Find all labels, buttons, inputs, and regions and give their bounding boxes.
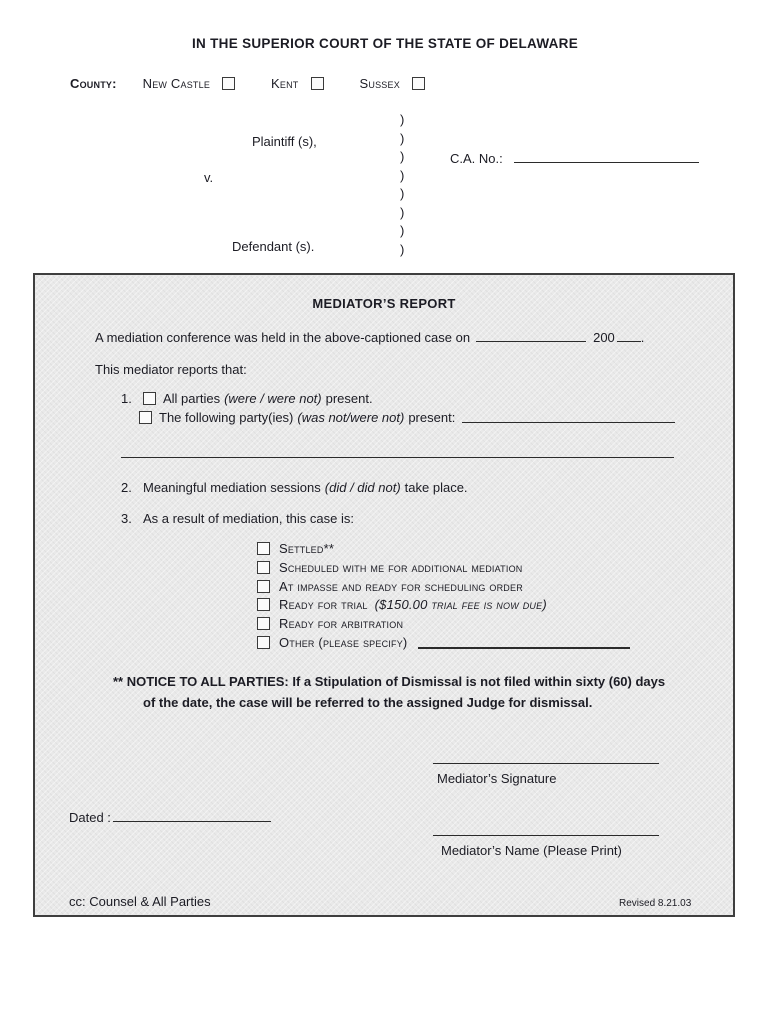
option-settled-label: Settled** [279, 541, 335, 556]
dated-row [69, 809, 271, 826]
item1-line1 [121, 390, 373, 407]
plaintiff-label: Plaintiff (s), [252, 134, 317, 149]
county-option-new-castle [143, 76, 235, 91]
item1b-text [159, 409, 455, 426]
party-present-field-line2[interactable] [121, 457, 674, 458]
caption-paren: ) [400, 130, 405, 146]
item2-text-pre: Meaningful mediation sessions [143, 480, 321, 495]
item1-line2 [139, 409, 675, 426]
other-specify-field[interactable] [418, 636, 630, 649]
caption-paren: ) [400, 167, 405, 183]
report-title: MEDIATOR’S REPORT [312, 296, 456, 311]
dated-label: Dated : [69, 810, 111, 825]
caption-paren: ) [400, 112, 405, 127]
option-other-label: Other (please specify) [279, 635, 408, 650]
option-ready-for-arbitration-label: Ready for arbitration [279, 616, 404, 631]
reports-line: This mediator reports that: [95, 362, 247, 377]
county-checkbox-sussex[interactable] [412, 77, 425, 90]
option-scheduled-additional-mediation [257, 559, 522, 576]
option-ready-for-arbitration-checkbox[interactable] [257, 617, 270, 630]
option-settled [257, 540, 334, 557]
county-option-new-castle-label: New Castle [142, 76, 211, 91]
option-ready-for-trial-checkbox[interactable] [257, 598, 270, 611]
option-at-impasse-label: At impasse and ready for scheduling order [279, 579, 523, 594]
option-at-impasse [257, 578, 523, 595]
item2-text-post: take place. [404, 480, 468, 495]
report-box [33, 273, 735, 917]
party-present-field[interactable] [462, 422, 675, 423]
notice-line1: ** NOTICE TO ALL PARTIES: If a Stipulation of Dismissal is not filed within sixty (60) days [113, 674, 666, 689]
mediator-name-label: Mediator’s Name (Please Print) [441, 843, 622, 858]
option-at-impasse-checkbox[interactable] [257, 580, 270, 593]
revised-label: Revised 8.21.03 [619, 898, 692, 909]
option-settled-checkbox[interactable] [257, 542, 270, 555]
county-checkbox-kent[interactable] [311, 77, 324, 90]
option-ready-for-trial-label: Ready for trial [279, 597, 368, 612]
versus-label: v. [204, 170, 214, 185]
item3-line [121, 510, 354, 527]
item1-text-italic: (were / were not) [224, 391, 322, 406]
dated-field[interactable] [113, 809, 271, 822]
item1-text-pre: All parties [163, 391, 221, 406]
cc-line: cc: Counsel & All Parties [69, 894, 211, 909]
item3-number: 3. [121, 511, 132, 526]
item1-number: 1. [121, 391, 132, 406]
intro-period: . [640, 330, 645, 345]
option-ready-for-trial [257, 596, 547, 613]
item1b-text-pre: The following party(ies) [159, 410, 294, 425]
item1b-text-post: present: [408, 410, 456, 425]
county-label: County: [70, 76, 117, 91]
caption-paren: ) [400, 186, 405, 201]
county-option-sussex-label: Sussex [359, 76, 400, 91]
item2-text [143, 479, 468, 496]
county-option-sussex [360, 76, 425, 91]
item1-text-post: present. [325, 391, 373, 406]
option-other-checkbox[interactable] [257, 636, 270, 649]
mediator-name-field[interactable] [433, 835, 659, 836]
option-other [257, 634, 630, 651]
ca-no-field[interactable] [514, 150, 699, 163]
all-parties-checkbox[interactable] [143, 392, 156, 405]
ca-no-label: C.A. No.: [450, 151, 503, 166]
intro-text: A mediation conference was held in the above-captioned case on [95, 330, 471, 345]
mediator-signature-field[interactable] [433, 763, 659, 764]
ca-no-row [450, 150, 699, 167]
item1-text [163, 390, 373, 407]
item2-text-italic: (did / did not) [324, 480, 401, 495]
notice-line2: of the date, the case will be referred to the assigned Judge for dismissal. [143, 695, 593, 710]
intro-line [95, 329, 644, 346]
mediator-signature-label: Mediator’s Signature [437, 771, 557, 786]
court-title: IN THE SUPERIOR COURT OF THE STATE OF DELAWARE [191, 36, 579, 51]
mediation-date-field[interactable] [476, 329, 586, 342]
county-row [70, 76, 461, 91]
caption-paren: ) [400, 241, 405, 257]
following-party-checkbox[interactable] [139, 411, 152, 424]
county-option-kent-label: Kent [271, 76, 299, 91]
caption-paren: ) [400, 204, 405, 220]
intro-year: 200 [593, 330, 615, 345]
item2-line [121, 479, 468, 496]
year-suffix-field[interactable] [617, 329, 641, 342]
item2-number: 2. [121, 480, 132, 495]
option-scheduled-checkbox[interactable] [257, 561, 270, 574]
county-option-kent [271, 76, 323, 91]
caption-paren: ) [400, 223, 405, 238]
option-scheduled-label: Scheduled with me for additional mediation [279, 560, 523, 575]
caption-paren-column [400, 111, 404, 259]
item3-text: As a result of mediation, this case is: [143, 511, 354, 526]
option-ready-for-arbitration [257, 615, 403, 632]
county-checkbox-new-castle[interactable] [222, 77, 235, 90]
defendant-label: Defendant (s). [232, 239, 315, 254]
option-ready-for-trial-fee-note: ($150.00 trial fee is now due) [374, 597, 547, 612]
caption-paren: ) [400, 149, 405, 164]
item1b-text-italic: (was not/were not) [297, 410, 405, 425]
